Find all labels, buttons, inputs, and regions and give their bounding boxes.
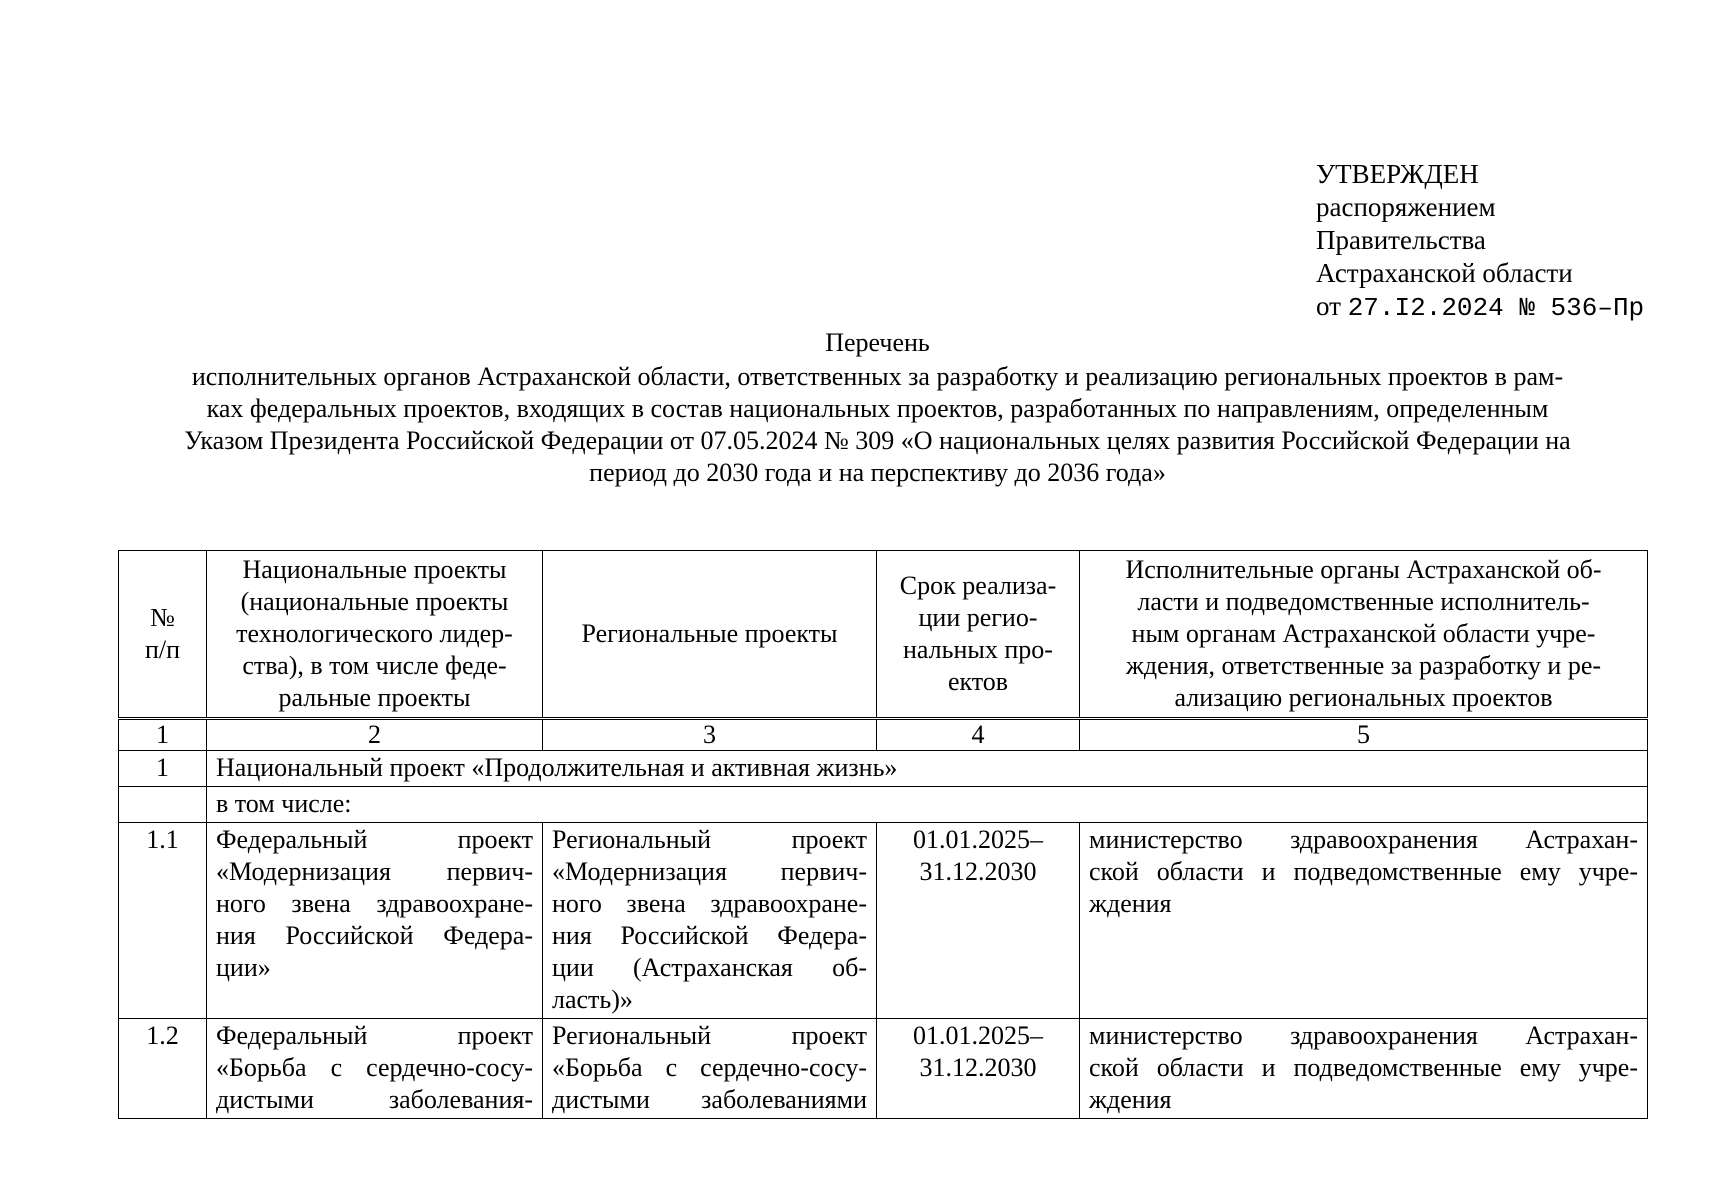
approval-line: УТВЕРЖДЕН xyxy=(1316,159,1479,189)
empty-cell xyxy=(119,787,207,823)
cell-text-line: «Борьба с сердечно-сосу- xyxy=(216,1053,533,1082)
cell-text-line: ции» xyxy=(216,953,271,982)
cell-text-line: п/п xyxy=(144,635,181,664)
cell-text-line: № xyxy=(150,603,175,632)
cell-text-line: ектов xyxy=(947,667,1009,696)
cell-text-line: ния Российской Федера- xyxy=(216,921,533,950)
cell-text-line: дистыми заболевания- xyxy=(216,1085,533,1114)
executors-cell xyxy=(1080,1019,1648,1119)
header-row xyxy=(119,551,1648,719)
approval-line: Астраханской области xyxy=(1316,258,1573,288)
cell-text-line: «Модернизация первич- xyxy=(216,857,533,886)
cell-text-line: «Борьба с сердечно-сосу- xyxy=(552,1053,867,1082)
approval-date-value: 27.I2.2024 № 536–Пр xyxy=(1347,293,1645,323)
column-number: 2 xyxy=(207,719,543,751)
cell-text-line: технологического лидер- xyxy=(236,619,513,648)
row-number: 1.1 xyxy=(119,823,207,1019)
cell-text-line: ным органам Астраханской области учре- xyxy=(1131,619,1596,648)
cell-text-line: ного звена здравоохране- xyxy=(216,889,533,918)
column-number: 5 xyxy=(1080,719,1648,751)
cell-text-line: ализацию региональных проектов xyxy=(1174,683,1553,712)
title-line: Указом Президента Российской Федерации от 07.05.2024 № 309 «О национальных целях развития Российской Федерации на xyxy=(184,426,1571,455)
regional-project-cell xyxy=(543,1019,877,1119)
cell-text-line: 31.12.2030 xyxy=(919,857,1037,886)
projects-table xyxy=(118,550,1648,1119)
cell-text-line: ного звена здравоохране- xyxy=(552,889,867,918)
cell-text-line: ской области и подведомственные ему учре- xyxy=(1089,857,1638,886)
regional-project-cell xyxy=(543,823,877,1019)
cell-text-line: 31.12.2030 xyxy=(919,1053,1037,1082)
cell-text-line: ции (Астраханская об- xyxy=(552,953,867,982)
cell-text-line: ждения xyxy=(1089,889,1172,918)
cell-text-line: 01.01.2025– xyxy=(913,825,1043,854)
cell-text-line: (национальные проекты xyxy=(240,587,509,616)
cell-text-line: Национальные проекты xyxy=(242,555,507,584)
table-row xyxy=(119,823,1648,1019)
row-number: 1.2 xyxy=(119,1019,207,1119)
cell-text-line: ния Российской Федера- xyxy=(552,921,867,950)
column-number-row xyxy=(119,719,1648,751)
header-period xyxy=(877,551,1080,719)
approval-stamp xyxy=(1316,158,1644,325)
cell-text-line: ждения xyxy=(1089,1085,1172,1114)
document-title xyxy=(105,328,1650,489)
approval-line: Правительства xyxy=(1316,225,1486,255)
section-number: 1 xyxy=(119,751,207,787)
cell-text-line: Региональные проекты xyxy=(581,619,838,648)
cell-text-line: дистыми заболеваниями xyxy=(552,1085,867,1114)
section-title: Национальный проект «Продолжительная и активная жизнь» xyxy=(207,751,1648,787)
cell-text-line: ции регио- xyxy=(918,603,1038,632)
federal-project-cell xyxy=(207,823,543,1019)
cell-text-line: министерство здравоохранения Астрахан- xyxy=(1089,1021,1638,1050)
column-number: 3 xyxy=(543,719,877,751)
header-executors xyxy=(1080,551,1648,719)
cell-text-line: нальных про- xyxy=(903,635,1053,664)
cell-text-line: Исполнительные органы Астраханской об- xyxy=(1125,555,1602,584)
title-line: ках федеральных проектов, входящих в состав национальных проектов, разработанных по направлениям, определенным xyxy=(206,394,1549,423)
executors-cell xyxy=(1080,823,1648,1019)
period-cell xyxy=(877,1019,1080,1119)
approval-line: распоряжением xyxy=(1316,192,1496,222)
approval-date xyxy=(1316,290,1644,325)
federal-project-cell xyxy=(207,1019,543,1119)
column-number: 1 xyxy=(119,719,207,751)
cell-text-line: ласть)» xyxy=(552,985,633,1014)
cell-text-line: ласти и подведомственные исполнитель- xyxy=(1137,587,1590,616)
approval-date-prefix: от xyxy=(1316,291,1341,321)
cell-text-line: Федеральный проект xyxy=(216,1021,533,1050)
cell-text-line: «Модернизация первич- xyxy=(552,857,867,886)
cell-text-line: Срок реализа- xyxy=(899,571,1057,600)
cell-text-line: Федеральный проект xyxy=(216,825,533,854)
title-heading: Перечень xyxy=(825,328,930,357)
cell-text-line: Региональный проект xyxy=(552,1021,867,1050)
period-cell xyxy=(877,823,1080,1019)
title-line: исполнительных органов Астраханской области, ответственных за разработку и реализацию региональных проектов в рам- xyxy=(191,362,1564,391)
section-subtitle: в том числе: xyxy=(207,787,1648,823)
cell-text-line: ждения, ответственные за разработку и ре- xyxy=(1125,651,1602,680)
cell-text-line: 01.01.2025– xyxy=(913,1021,1043,1050)
table-row xyxy=(119,1019,1648,1119)
cell-text-line: ской области и подведомственные ему учре- xyxy=(1089,1053,1638,1082)
header-number xyxy=(119,551,207,719)
header-regional-projects xyxy=(543,551,877,719)
section-row xyxy=(119,751,1648,787)
header-national-projects xyxy=(207,551,543,719)
cell-text-line: Региональный проект xyxy=(552,825,867,854)
cell-text-line: ральные проекты xyxy=(278,683,471,712)
section-subtitle-row xyxy=(119,787,1648,823)
title-line: период до 2030 года и на перспективу до 2036 года» xyxy=(589,458,1166,487)
cell-text-line: министерство здравоохранения Астрахан- xyxy=(1089,825,1638,854)
cell-text-line: ства), в том числе феде- xyxy=(242,651,507,680)
column-number: 4 xyxy=(877,719,1080,751)
